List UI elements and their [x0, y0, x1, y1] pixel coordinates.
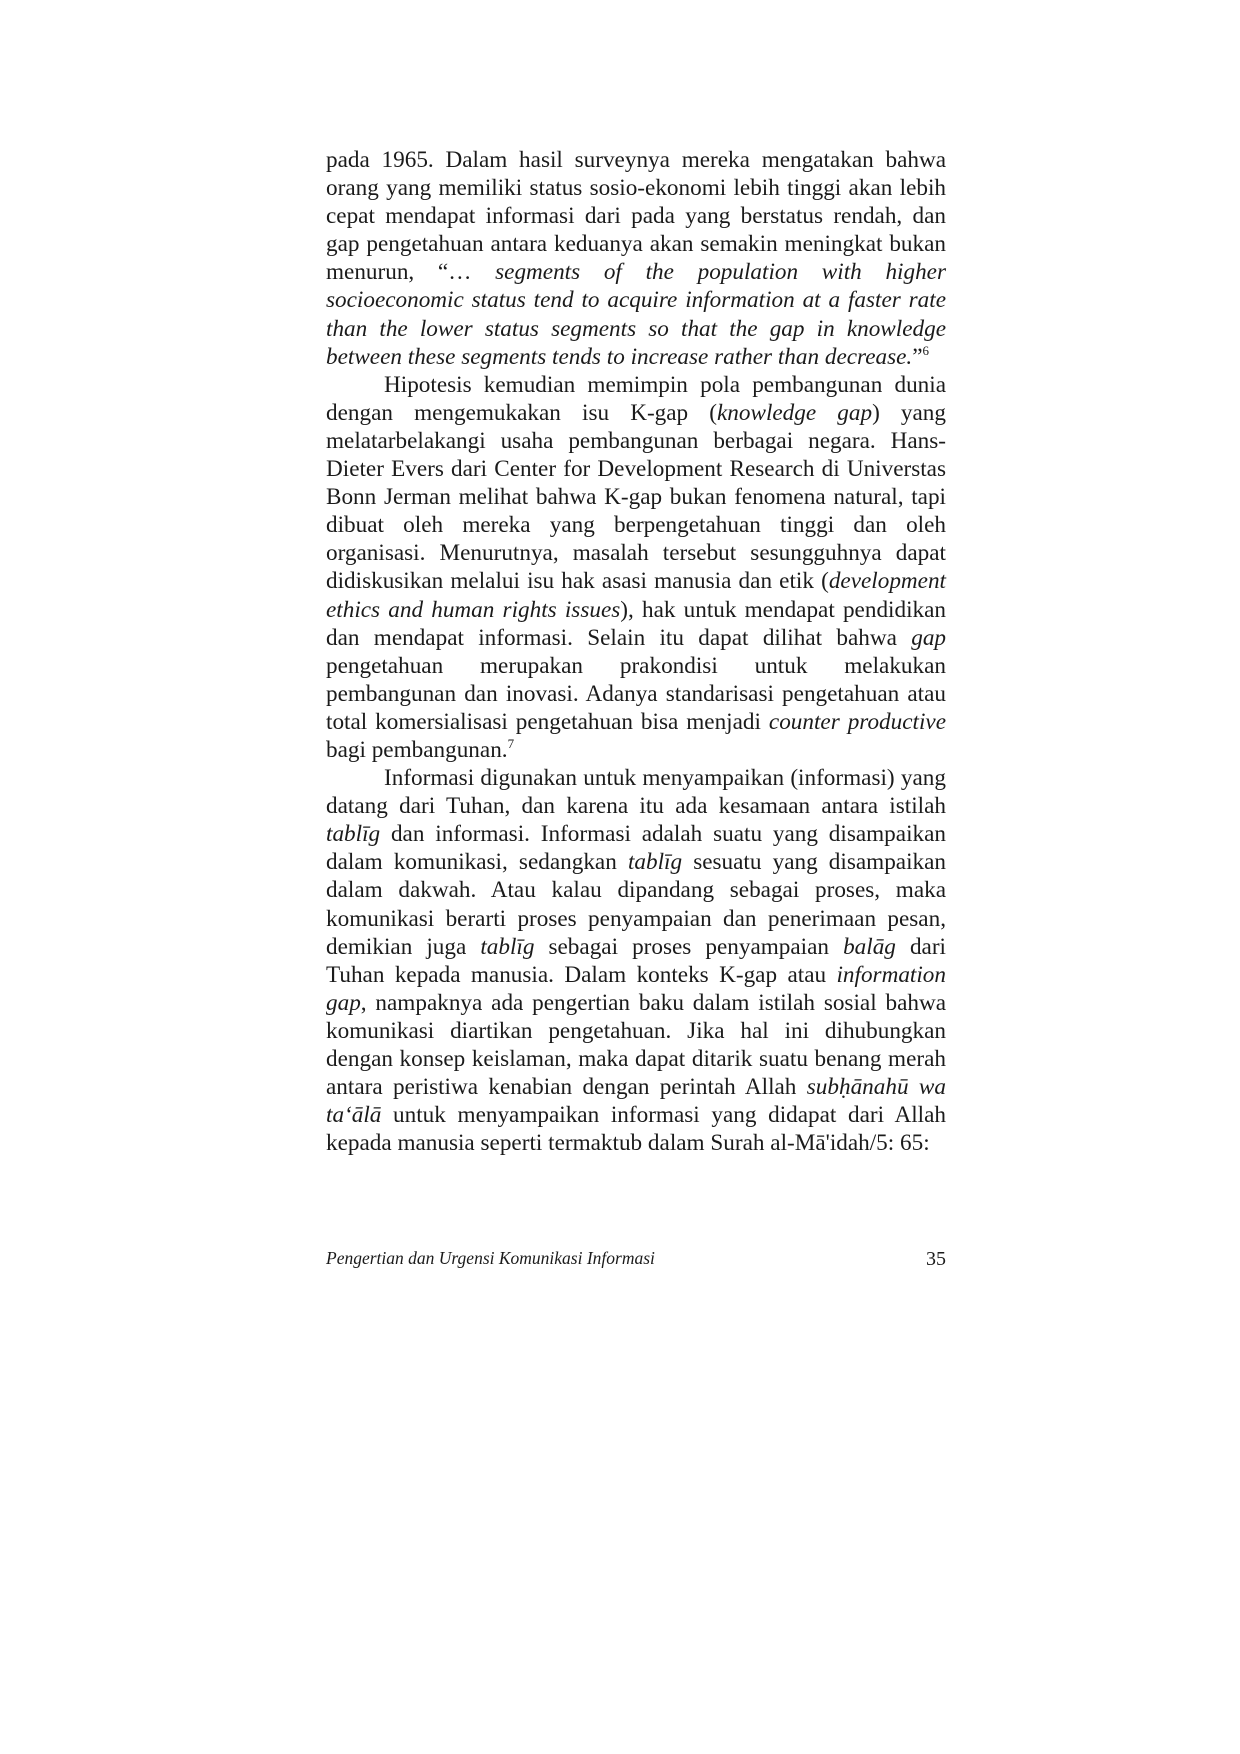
- text-run: pengetahuan merupakan prakondisi untuk melakukan pembangunan dan inovasi. Adanya standarisasi pengetahuan atau total komersialisasi pengetahuan bisa menjadi: [326, 652, 946, 735]
- paragraph-3: [326, 764, 946, 1157]
- text-run: ), hak untuk mendapat pendidikan dan mendapat informasi. Selain itu dapat dilihat bahwa: [326, 596, 946, 651]
- paragraph-2: [326, 371, 946, 764]
- body-text: [326, 146, 946, 1157]
- text-run: dan informasi. Informasi adalah suatu yang disampaikan dalam komunikasi, sedangkan: [326, 821, 946, 876]
- text-run: sesuatu yang disampaikan dalam dakwah. Atau kalau dipandang sebagai proses, maka komunikasi berarti proses penyampaian dan penerimaan pesan, demikian juga: [326, 849, 947, 960]
- page-footer: [326, 1248, 946, 1272]
- italic-term: counter productive: [768, 708, 946, 735]
- closing-quote-mark: ”: [912, 343, 923, 370]
- text-run: Hipotesis kemudian memimpin pola pembangunan dunia dengan mengemukakan isu K-gap (: [326, 371, 946, 426]
- english-quotation: segments of the population with higher socioeconomic status tend to acquire information at a faster rate than the lower status segments so that the gap in knowledge between these segments tends to increase rather than decrease.: [326, 259, 946, 370]
- italic-term: information gap: [326, 961, 946, 1016]
- italic-term: gap: [911, 624, 946, 651]
- text-run: , nampaknya ada pengertian baku dalam istilah sosial bahwa komunikasi diartikan pengetahuan. Jika hal ini dihubungkan dengan konsep keislaman, maka dapat ditarik suatu benang merah antara peristiwa kenabian dengan perintah Allah: [326, 989, 946, 1101]
- text-run: sebagai proses penyampaian: [534, 933, 844, 960]
- italic-term: balāg: [843, 933, 896, 960]
- text-run: bagi pembangunan.: [326, 736, 508, 763]
- italic-term: subḥānahū wa ta‘ālā: [326, 1074, 946, 1129]
- text-run: ) yang melatarbelakangi usaha pembangunan berbagai negara. Hans-Dieter Evers dari Center for Development Research di Universtas Bonn Jerman melihat bahwa K-gap bukan fenomena natural, tapi dibuat oleh mereka yang berpengetahuan tinggi dan oleh organisasi. Menurutnya, masalah tersebut sesungguhnya dapat didiskusikan melalui isu hak asasi manusia dan etik (: [326, 399, 946, 595]
- italic-term: development ethics and human rights issues: [326, 568, 946, 623]
- italic-term: knowledge gap: [717, 399, 873, 426]
- page-number: 35: [926, 1248, 946, 1270]
- footnote-ref-6: 6: [922, 342, 929, 358]
- running-title: Pengertian dan Urgensi Komunikasi Informasi: [326, 1248, 655, 1268]
- paragraph-1: [326, 146, 946, 371]
- italic-term: tablīg: [326, 821, 381, 848]
- text-run: untuk menyampaikan informasi yang didapat dari Allah kepada manusia seperti termaktub dalam Surah al-Mā'idah/5: 65:: [326, 1102, 946, 1157]
- footnote-ref-7: 7: [507, 735, 515, 751]
- text-run: pada 1965. Dalam hasil surveynya mereka mengatakan bahwa orang yang memiliki status sosio-ekonomi lebih tinggi akan lebih cepat mendapat informasi dari pada yang berstatus rendah, dan gap pengetahuan antara keduanya akan semakin meningkat bukan menurun, “…: [326, 147, 946, 286]
- italic-term: tablīg: [627, 849, 683, 876]
- text-run: dari Tuhan kepada manusia. Dalam konteks K-gap atau: [326, 933, 946, 988]
- italic-term: tablīg: [480, 933, 535, 960]
- text-run: Informasi digunakan untuk menyampaikan (informasi) yang datang dari Tuhan, dan karena itu ada kesamaan antara istilah: [326, 765, 946, 820]
